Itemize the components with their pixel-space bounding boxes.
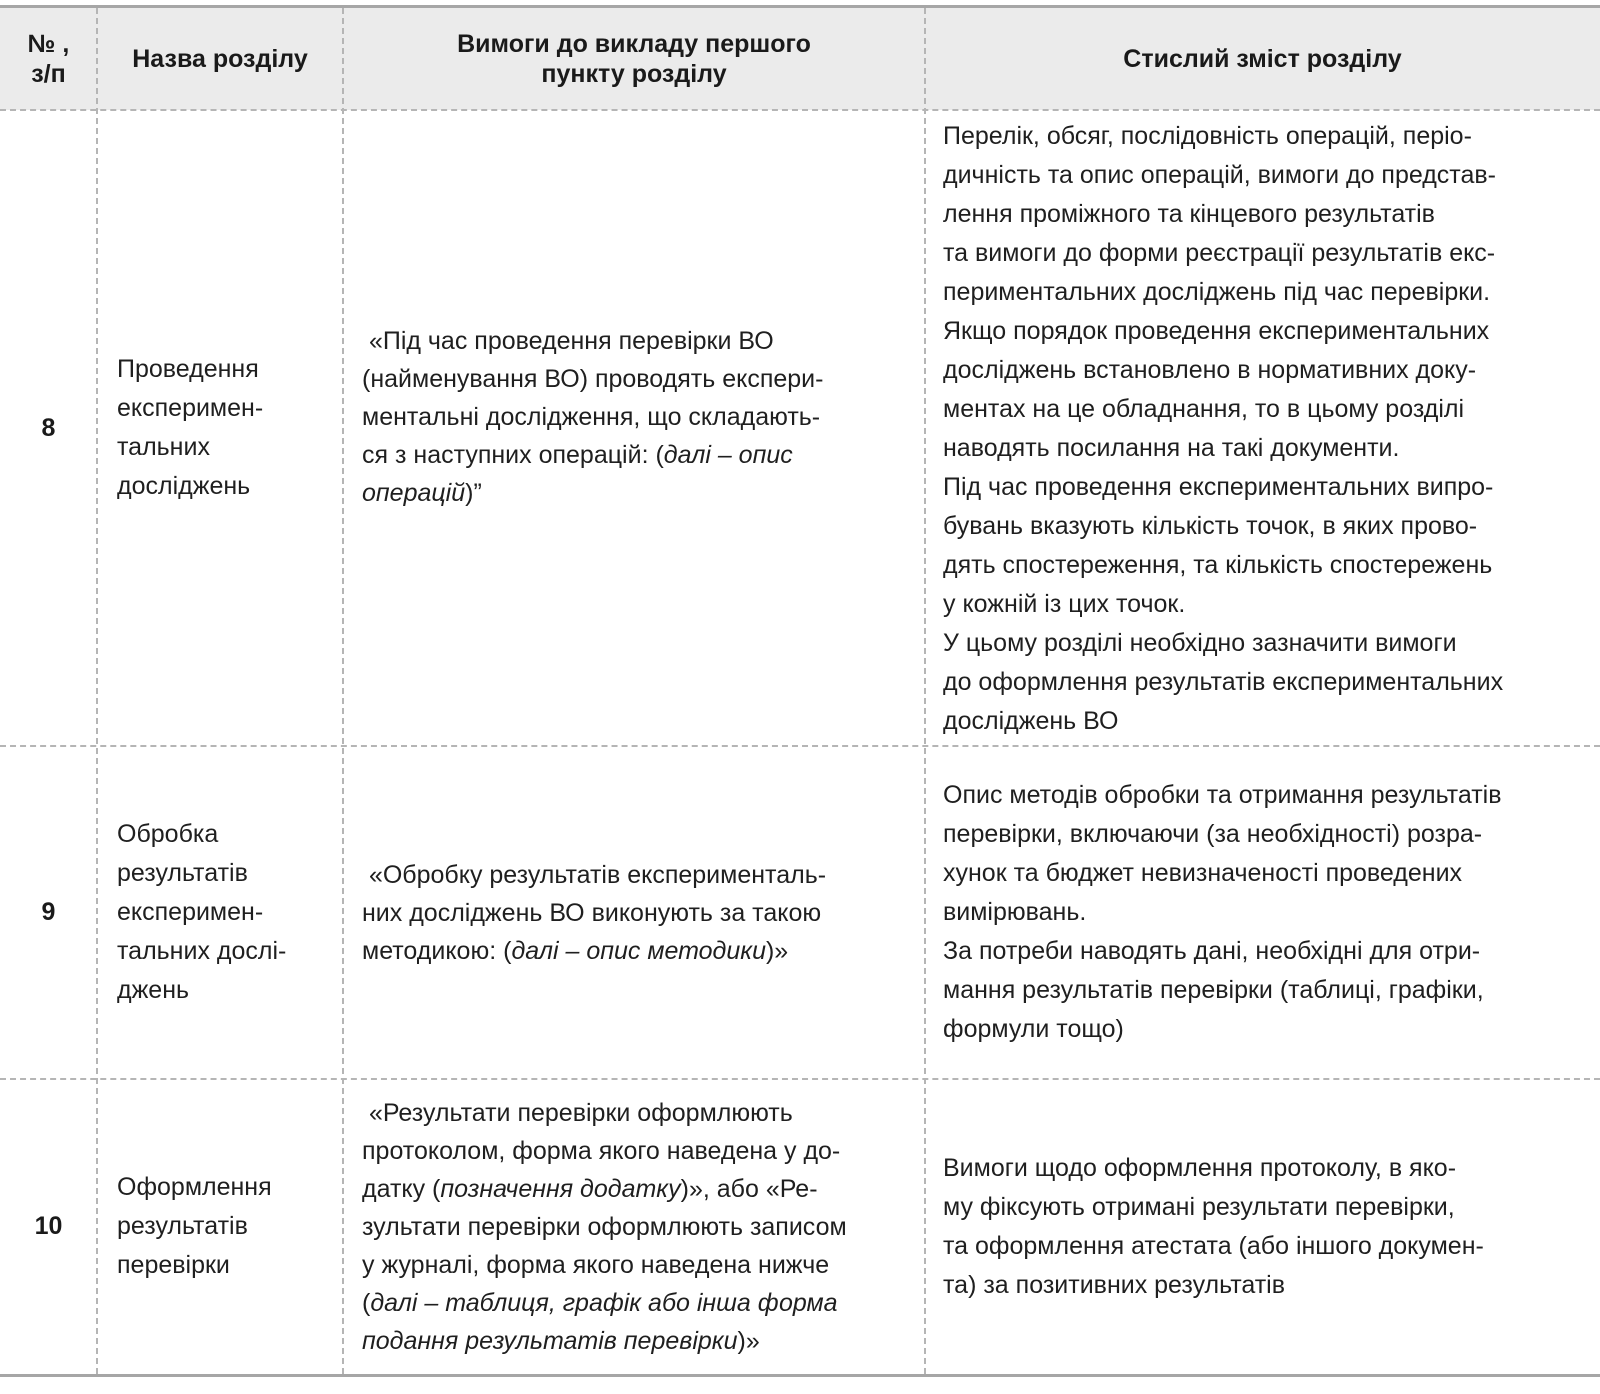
table-bottom-border (0, 1374, 1600, 1377)
summary-line: та) за позитивних результатів (943, 1270, 1286, 1299)
requirements-line (362, 1170, 847, 1208)
row-number: 9 (41, 898, 56, 926)
summary-line: У цьому розділі необхідно зазначити вимоги (943, 629, 1457, 657)
requirements-fragment: )” (465, 479, 482, 507)
column-divider (924, 8, 926, 1374)
summary-line: дять спостереження, та кількість спостережень (943, 551, 1493, 579)
summary-line: до оформлення результатів експериментальних (943, 668, 1504, 696)
header-cell-summary (925, 8, 1600, 110)
requirements-line: них досліджень ВО виконують за такою (362, 898, 822, 927)
header-requirements-line: Вимоги до викладу першого (457, 30, 811, 58)
summary-line: периментальних досліджень під час перевірки. (943, 278, 1491, 306)
header-cell-number (0, 8, 97, 110)
section-name-line: експеримен- (117, 394, 264, 422)
header-summary-text: Стислий зміст розділу (1123, 45, 1402, 73)
requirements-text (343, 322, 833, 512)
summary-line: наводять посилання на такі документи. (943, 434, 1400, 462)
row-number-cell (0, 110, 97, 746)
row-divider (0, 1078, 1600, 1080)
requirements-cell (343, 1079, 925, 1374)
section-name (97, 350, 263, 506)
summary-line: перевірки, включаючи (за необхідності) розра- (943, 820, 1483, 848)
row-number-cell (0, 746, 97, 1079)
summary-text (925, 1149, 1484, 1305)
column-divider (96, 8, 98, 1374)
section-name-line: результатів (117, 1212, 248, 1240)
table-row (0, 1079, 1600, 1374)
requirements-fragment: ( (362, 1288, 371, 1317)
header-cell-requirements (343, 8, 925, 110)
requirements-fragment: )» (765, 936, 789, 965)
requirements-cell (343, 110, 925, 746)
requirements-italic-fragment: далі – таблиця, графік або інша форма (370, 1288, 838, 1317)
row-number-cell (0, 1079, 97, 1374)
requirements-fragment: ся з наступних операцій: ( (362, 441, 664, 469)
row-number: 8 (41, 413, 56, 442)
requirements-line (362, 1284, 847, 1322)
summary-line: вимірювань. (943, 898, 1087, 926)
summary-line: мання результатів перевірки (таблиці, графіки, (943, 976, 1484, 1004)
requirements-line (362, 474, 823, 512)
summary-line: ментах на це обладнання, то в цьому розділі (943, 395, 1465, 423)
requirements-italic-fragment: далі – опис методики (511, 936, 766, 965)
section-name-line: експеримен- (117, 898, 264, 926)
row-number: 10 (34, 1212, 63, 1240)
requirements-italic-fragment: операцій (362, 479, 466, 507)
header-number-line: № , (27, 30, 70, 58)
requirements-italic-fragment: подання результатів перевірки (362, 1326, 738, 1355)
summary-line: дичність та опис операцій, вимоги до представ- (943, 161, 1496, 189)
summary-line: Під час проведення експериментальних випро- (943, 473, 1494, 501)
requirements-italic-fragment: далі – опис (663, 441, 793, 469)
section-name (97, 1168, 272, 1285)
requirements-line: «Обробку результатів експерименталь- (362, 860, 827, 889)
requirements-line (362, 1322, 847, 1360)
requirements-text (343, 1094, 857, 1360)
section-name-cell (97, 110, 343, 746)
requirements-fragment: )» (737, 1326, 760, 1355)
header-number-line: з/п (31, 60, 66, 88)
summary-text (925, 117, 1503, 741)
requirements-line: «Результати перевірки оформлюють (362, 1098, 793, 1127)
section-name-line: Проведення (117, 355, 259, 383)
table-row (0, 746, 1600, 1079)
summary-line: досліджень встановлено в нормативних доку- (943, 356, 1477, 384)
requirements-line: протоколом, форма якого наведена у до- (362, 1136, 841, 1165)
requirements-line: зультати перевірки оформлюють записом (362, 1212, 847, 1241)
summary-line: формули тощо) (943, 1015, 1124, 1043)
requirements-line (362, 932, 826, 970)
requirements-fragment: датку ( (362, 1174, 441, 1203)
section-name-line: джень (117, 976, 190, 1004)
summary-line: За потреби наводять дані, необхідні для отри- (943, 937, 1481, 965)
section-name-line: тальних дослі- (117, 937, 287, 965)
section-name-line: досліджень (117, 472, 251, 500)
summary-line: Опис методів обробки та отримання результатів (943, 781, 1502, 809)
summary-line: Якщо порядок проведення експериментальних (943, 317, 1490, 345)
summary-text (925, 776, 1501, 1049)
table-header-row (0, 8, 1600, 110)
section-name-cell (97, 746, 343, 1079)
section-name-line: перевірки (117, 1251, 230, 1279)
summary-line: та вимоги до форми реєстрації результатів екс- (943, 239, 1496, 267)
header-requirements-line: пункту розділу (541, 60, 727, 88)
summary-cell (925, 1079, 1600, 1374)
requirements-italic-fragment: позначення додатку (440, 1174, 681, 1203)
header-cell-name (97, 8, 343, 110)
section-name (97, 815, 286, 1010)
requirements-cell (343, 746, 925, 1079)
summary-line: та оформлення атестата (або іншого докумен- (943, 1231, 1484, 1260)
requirements-line: у журналі, форма якого наведена нижче (362, 1250, 830, 1279)
requirements-fragment: )», або «Ре- (680, 1174, 818, 1203)
requirements-line: ментальні дослідження, що складають- (362, 403, 821, 431)
column-divider (342, 8, 344, 1374)
requirements-fragment: методикою: ( (362, 936, 512, 965)
table-row (0, 110, 1600, 746)
section-name-cell (97, 1079, 343, 1374)
section-name-line: тальних (117, 433, 210, 461)
section-name-line: Оформлення (117, 1173, 272, 1201)
summary-line: бувань вказують кількість точок, в яких прово- (943, 512, 1478, 540)
requirements-text (343, 856, 836, 970)
row-divider (0, 745, 1600, 747)
requirements-line: (найменування ВО) проводять експери- (362, 365, 824, 393)
section-name-line: результатів (117, 859, 248, 887)
requirements-line: «Під час проведення перевірки ВО (362, 327, 774, 355)
summary-line: Вимоги щодо оформлення протоколу, в яко- (943, 1153, 1457, 1182)
summary-line: Перелік, обсяг, послідовність операцій, періо- (943, 122, 1472, 150)
section-name-line: Обробка (117, 820, 219, 848)
summary-line: лення проміжного та кінцевого результатів (943, 200, 1435, 228)
summary-cell (925, 110, 1600, 746)
summary-line: му фіксують отримані результати перевірки, (943, 1192, 1455, 1221)
header-name-text: Назва розділу (132, 45, 308, 73)
row-divider (0, 109, 1600, 111)
summary-cell (925, 746, 1600, 1079)
summary-line: хунок та бюджет невизначеності проведених (943, 859, 1463, 887)
requirements-line (362, 436, 823, 474)
summary-line: у кожній із цих точок. (943, 590, 1186, 618)
summary-line: досліджень ВО (943, 707, 1119, 735)
